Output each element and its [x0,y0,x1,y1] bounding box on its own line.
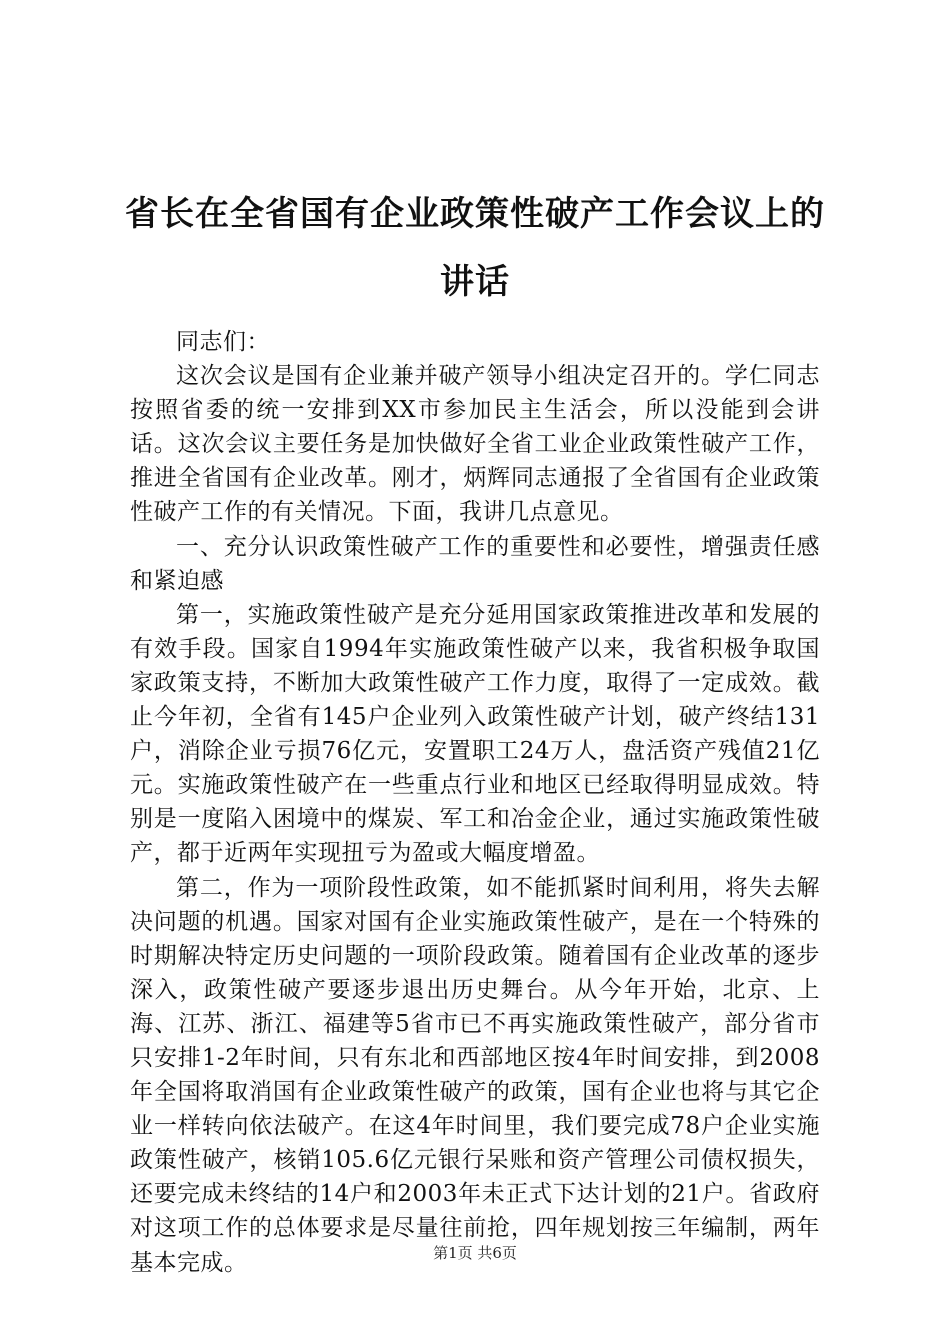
section-heading: 一、充分认识政策性破产工作的重要性和必要性，增强责任感和紧迫感 [130,533,820,594]
paragraph: 第二，作为一项阶段性政策，如不能抓紧时间利用，将失去解决问题的机遇。国家对国有企业实施政策性破产，是在一个特殊的时期解决特定历史问题的一项阶段政策。随着国有企业改革的逐步深入，政策性破产要逐步退出历史舞台。从今年开始，北京、上海、江苏、浙江、福建等5省市已不再实施政策性破产，部分省市只安排1-2年时间，只有东北和西部地区按4年时间安排，到2008年全国将取消国有企业政策性破产的政策，国有企业也将与其它企业一样转向依法破产。在这4年时间里，我们要完成78户企业实施政策性破产，核销105.6亿元银行呆账和资产管理公司债权损失，还要完成未终结的14户和2003年未正式下达计划的21户。省政府对这项工作的总体要求是尽量往前抢，四年规划按三年编制，两年基本完成。 [130,874,820,1276]
document-body [130,325,820,1280]
page-title: 省长在全省国有企业政策性破产工作会议上的讲话 [125,194,825,302]
paragraph: 第一，实施政策性破产是充分延用国家政策推进改革和发展的有效手段。国家自1994年实施政策性破产以来，我省积极争取国家政策支持，不断加大政策性破产工作力度，取得了一定成效。截止今年初，全省有145户企业列入政策性破产计划，破产终结131户，消除企业亏损76亿元，安置职工24万人，盘活资产残值21亿元。实施政策性破产在一些重点行业和地区已经取得明显成效。特别是一度陷入困境中的煤炭、军工和冶金企业，通过实施政策性破产，都于近两年实现扭亏为盈或大幅度增盈。 [130,601,820,867]
paragraph: 这次会议是国有企业兼并破产领导小组决定召开的。学仁同志按照省委的统一安排到XX市参加民主生活会，所以没能到会讲话。这次会议主要任务是加快做好全省工业企业政策性破产工作，推进全省国有企业改革。刚才，炳辉同志通报了全省国有企业政策性破产工作的有关情况。下面，我讲几点意见。 [130,363,820,526]
page-number-footer: 第1页 共6页 [433,1244,517,1262]
salutation: 同志们： [176,329,270,355]
